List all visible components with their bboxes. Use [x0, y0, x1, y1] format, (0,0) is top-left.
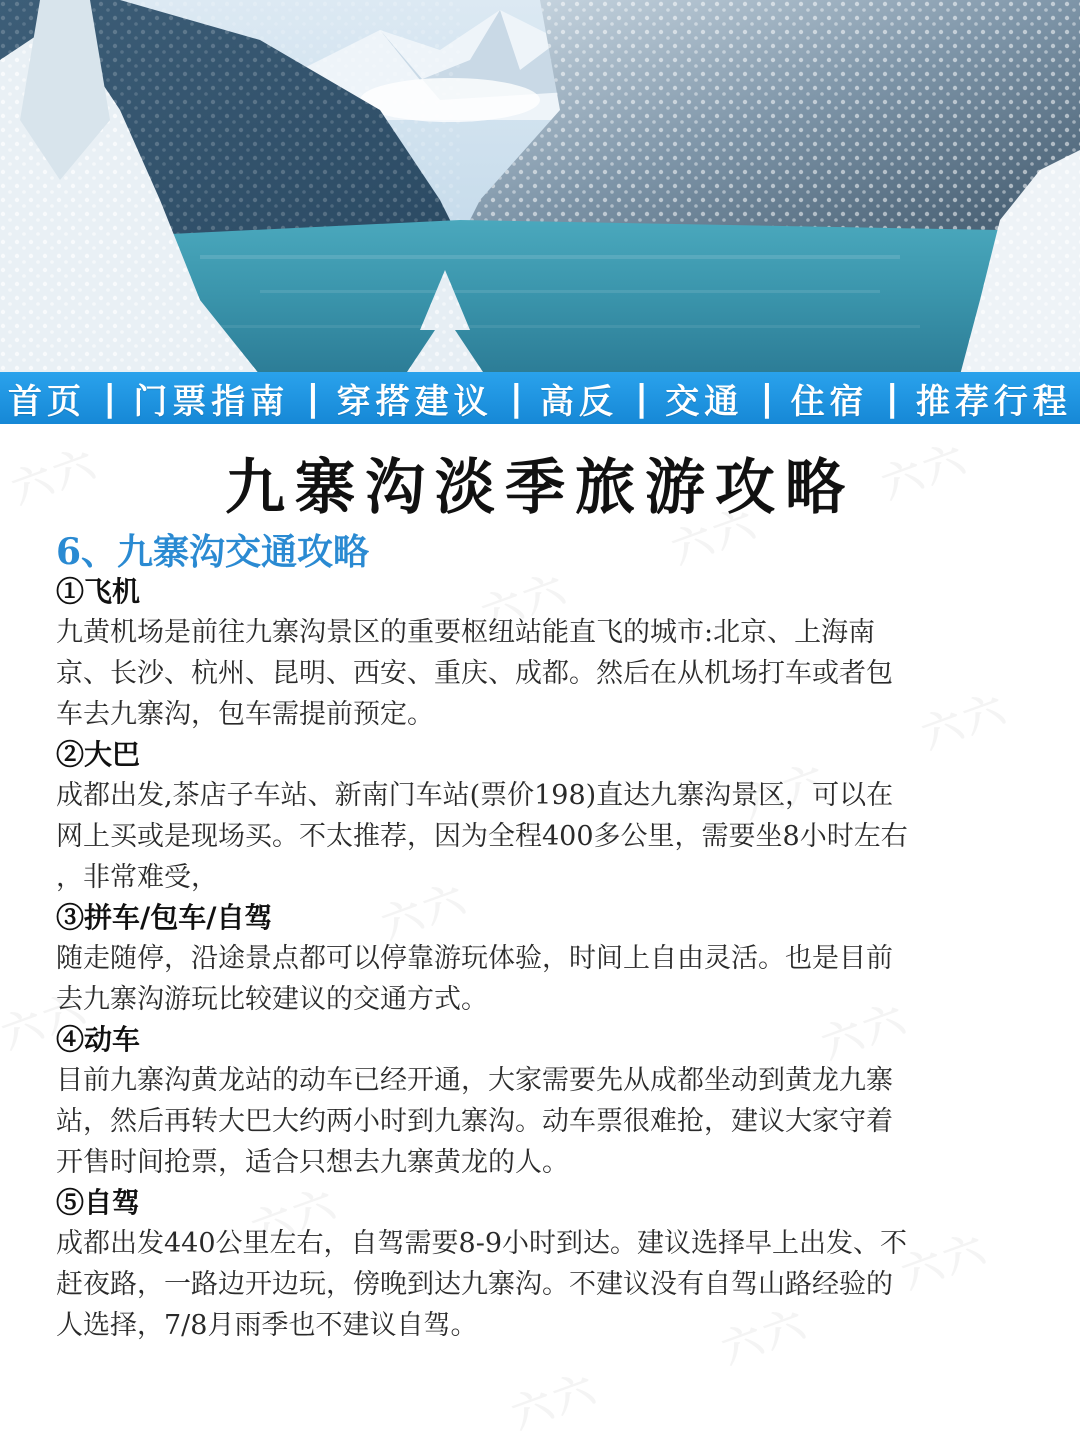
section-heading: 6、九寨沟交通攻略: [56, 531, 370, 573]
nav-item-itinerary[interactable]: 推荐行程: [915, 381, 1072, 422]
bus-line: 成都出发,茶店子车站、新南门车站(票价198)直达九寨沟景区，可以在: [56, 780, 894, 811]
bus-line: ，非常难受，: [56, 862, 218, 893]
nav-bar: [0, 372, 1080, 424]
train-heading: ④动车: [56, 1023, 141, 1056]
self-drive-line: 成都出发440公里左右，自驾需要8-9小时到达。建议选择早上出发、不: [56, 1228, 908, 1259]
flight-line: 九黄机场是前往九寨沟景区的重要枢纽站能直飞的城市:北京、上海南: [56, 617, 876, 648]
self-drive-line: 人选择，7/8月雨季也不建议自驾。: [56, 1310, 478, 1341]
nav-item-home[interactable]: 首页: [8, 381, 86, 422]
nav-item-ticket-guide[interactable]: 门票指南: [133, 381, 290, 422]
carpool-heading: ③拼车/包车/自驾: [56, 901, 273, 934]
page-title: 九寨沟淡季旅游攻略: [225, 453, 855, 523]
transport-item-flight: [56, 572, 1031, 735]
transport-item-high-speed-train: [56, 1020, 1031, 1183]
transport-item-carpool: [56, 898, 1031, 1020]
nav-item-altitude-sickness[interactable]: 高反: [539, 381, 618, 422]
bus-line: 网上买或是现场买。不太推荐，因为全程400多公里，需要坐8小时左右: [56, 821, 908, 852]
hero-image: [0, 0, 1080, 375]
nav-separator: |: [103, 377, 117, 419]
snowy-lake-landscape: [0, 0, 1080, 375]
nav-separator: |: [885, 377, 899, 419]
nav-item-outfit-tips[interactable]: 穿搭建议: [336, 381, 493, 422]
nav-item-accommodation[interactable]: 住宿: [790, 381, 869, 422]
nav-item-transport[interactable]: 交通: [665, 381, 744, 422]
watermark: [503, 1357, 605, 1441]
transport-guide-content: [56, 572, 1031, 1346]
flight-heading: ①飞机: [56, 575, 141, 608]
carpool-line: 随走随停，沿途景点都可以停靠游玩体验，时间上自由灵活。也是目前: [56, 943, 893, 974]
flight-line: 车去九寨沟，包车需提前预定。: [56, 699, 434, 730]
train-line: 开售时间抢票，适合只想去九寨黄龙的人。: [56, 1147, 569, 1178]
transport-item-self-drive: [56, 1183, 1031, 1346]
nav-separator: |: [635, 377, 649, 419]
self-drive-heading: ⑤自驾: [56, 1186, 141, 1219]
train-line: 站，然后再转大巴大约两小时到九寨沟。动车票很难抢，建议大家守着: [56, 1106, 893, 1137]
carpool-line: 去九寨沟游玩比较建议的交通方式。: [56, 984, 488, 1015]
nav-separator: |: [760, 377, 774, 419]
bus-heading: ②大巴: [56, 738, 141, 771]
flight-line: 京、长沙、杭州、昆明、西安、重庆、成都。然后在从机场打车或者包: [56, 658, 893, 689]
train-line: 目前九寨沟黄龙站的动车已经开通，大家需要先从成都坐动到黄龙九寨: [56, 1065, 893, 1096]
nav-separator: |: [306, 377, 320, 419]
self-drive-line: 赶夜路，一路边开边玩，傍晚到达九寨沟。不建议没有自驾山路经验的: [56, 1269, 893, 1300]
transport-item-bus: [56, 735, 1031, 898]
nav-separator: |: [509, 377, 523, 419]
